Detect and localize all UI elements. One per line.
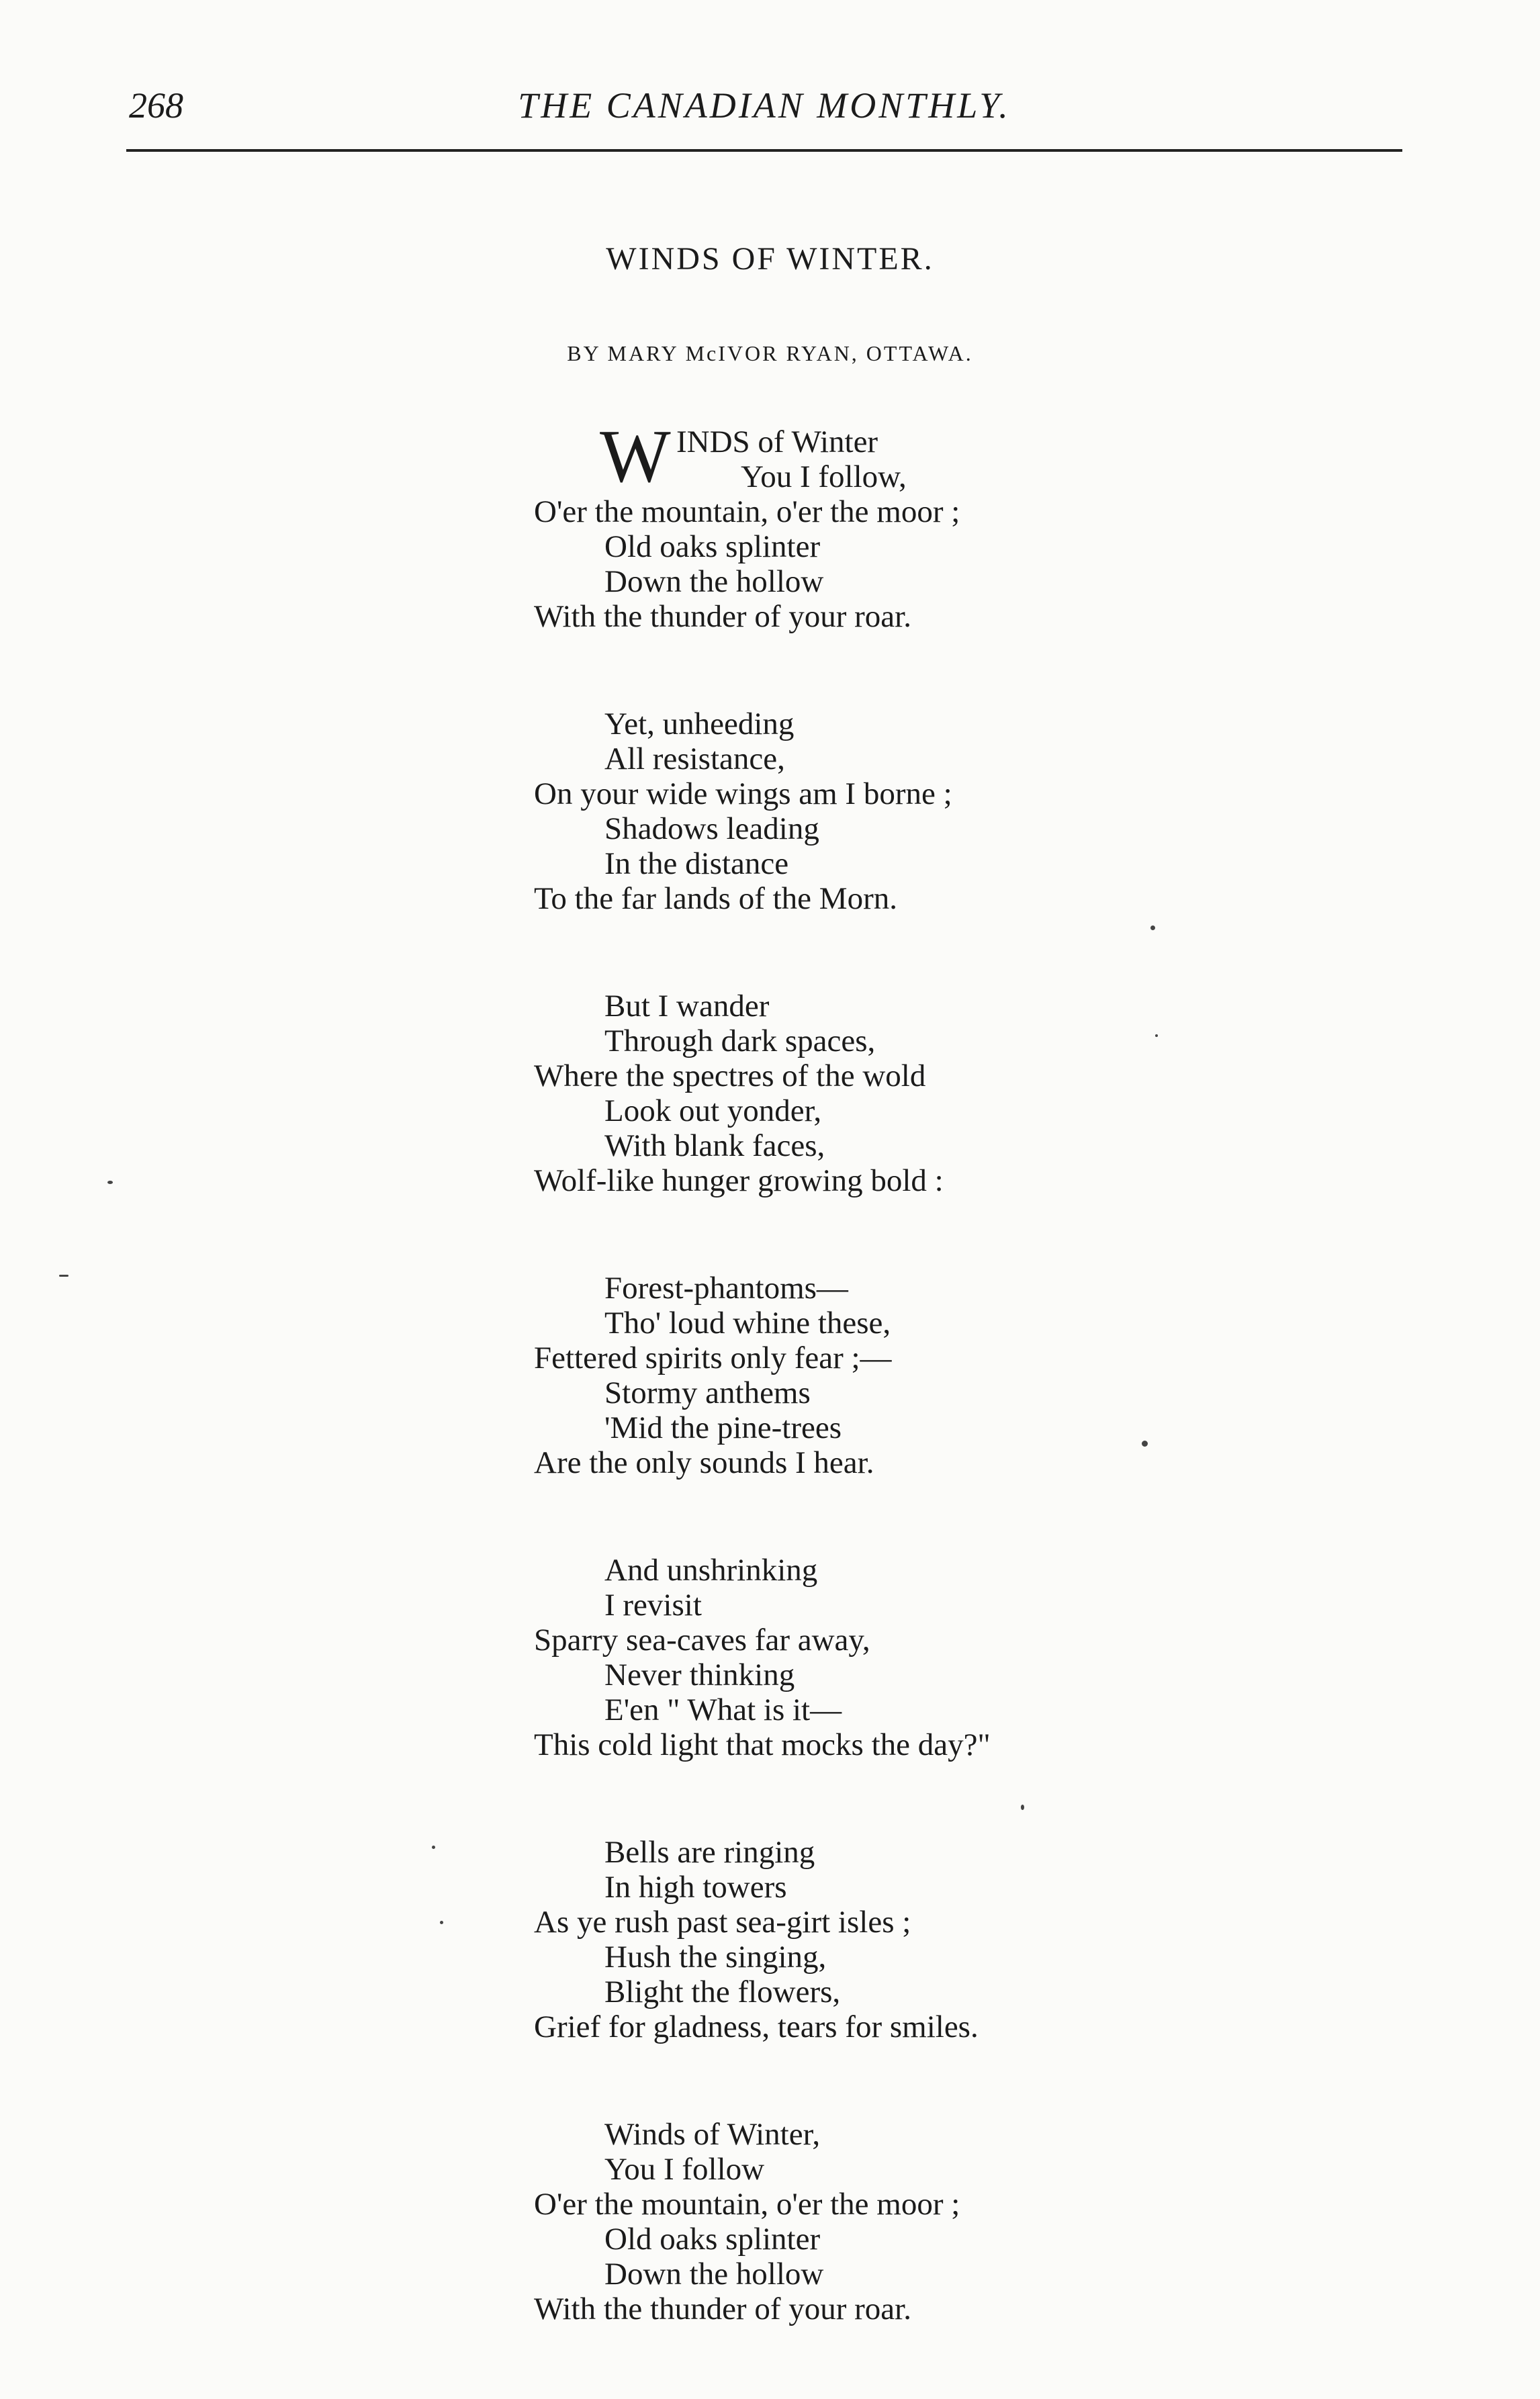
poem-line: You I follow bbox=[604, 2152, 765, 2187]
poem-line: Fettered spirits only fear ;— bbox=[534, 1341, 892, 1375]
poem-line: Through dark spaces, bbox=[604, 1024, 876, 1058]
poem-line: Never thinking bbox=[604, 1658, 795, 1692]
poem-line: You I follow, bbox=[741, 459, 907, 494]
scan-speck bbox=[1021, 1805, 1024, 1810]
drop-cap: W bbox=[600, 415, 671, 498]
poem-line: Sparry sea-caves far away, bbox=[534, 1623, 870, 1658]
poem-line: In high towers bbox=[604, 1870, 787, 1905]
poem-line: Down the hollow bbox=[604, 564, 824, 599]
poem-line: With blank faces, bbox=[604, 1128, 825, 1163]
page-number: 268 bbox=[129, 85, 183, 126]
poem-line: Are the only sounds I hear. bbox=[534, 1445, 874, 1480]
poem-line: 'Mid the pine-trees bbox=[604, 1410, 842, 1445]
stanza-1 bbox=[534, 415, 1306, 634]
poem-byline: BY MARY McIVOR RYAN, OTTAWA. bbox=[567, 341, 973, 365]
poem-line: Look out yonder, bbox=[604, 1093, 822, 1128]
poem-line: Old oaks splinter bbox=[604, 2222, 821, 2257]
scan-speck bbox=[440, 1921, 443, 1924]
poem-line: Yet, unheeding bbox=[604, 707, 795, 741]
stanza-5 bbox=[534, 1553, 1306, 1762]
scan-speck bbox=[107, 1181, 113, 1184]
poem-line: Bells are ringing bbox=[604, 1835, 815, 1870]
stanza-4 bbox=[534, 1271, 1306, 1480]
scan-speck bbox=[432, 1846, 435, 1849]
scan-speck bbox=[1142, 1441, 1148, 1447]
poem-line: With the thunder of your roar. bbox=[534, 2292, 911, 2326]
poem-line: Grief for gladness, tears for smiles. bbox=[534, 2009, 979, 2044]
poem-line: O'er the mountain, o'er the moor ; bbox=[534, 2187, 960, 2222]
journal-title: THE CANADIAN MONTHLY. bbox=[518, 85, 1011, 126]
scan-speck bbox=[59, 1275, 69, 1277]
poem-line: I revisit bbox=[604, 1588, 702, 1623]
poem-line: This cold light that mocks the day?" bbox=[534, 1727, 991, 1762]
scan-speck bbox=[1155, 1034, 1158, 1037]
first-line-text: INDS of Winter bbox=[676, 424, 878, 459]
poem-line: Tho' loud whine these, bbox=[604, 1306, 891, 1341]
poem-line: To the far lands of the Morn. bbox=[534, 881, 897, 916]
scan-speck bbox=[1150, 925, 1155, 930]
stanza-2 bbox=[534, 707, 1306, 916]
poem-line: On your wide wings am I borne ; bbox=[534, 776, 952, 811]
running-header bbox=[126, 79, 1402, 153]
stanza-3 bbox=[534, 989, 1306, 1198]
poem-line: Shadows leading bbox=[604, 811, 819, 846]
poem-line: Winds of Winter, bbox=[604, 2117, 821, 2152]
poem-line: Forest-phantoms— bbox=[604, 1271, 848, 1306]
header-rule bbox=[126, 149, 1402, 152]
stanza-6 bbox=[534, 1835, 1306, 2044]
poem-line: With the thunder of your roar. bbox=[534, 599, 911, 634]
poem-line: Stormy anthems bbox=[604, 1375, 811, 1410]
poem-line: Blight the flowers, bbox=[604, 1975, 841, 2009]
poem-line: All resistance, bbox=[604, 741, 785, 776]
poem-line: As ye rush past sea-girt isles ; bbox=[534, 1905, 911, 1940]
stanza-7 bbox=[534, 2117, 1306, 2326]
poem-title: WINDS OF WINTER. bbox=[606, 241, 934, 277]
poem-line: E'en " What is it— bbox=[604, 1692, 842, 1727]
poem-line: Where the spectres of the wold bbox=[534, 1058, 926, 1093]
poem-line: Hush the singing, bbox=[604, 1940, 827, 1975]
poem-body bbox=[534, 415, 1306, 2399]
poem-line: But I wander bbox=[604, 989, 770, 1024]
poem-line: Down the hollow bbox=[604, 2257, 824, 2292]
poem-line: And unshrinking bbox=[604, 1553, 818, 1588]
poem-line: Old oaks splinter bbox=[604, 529, 821, 564]
poem-line: Wolf-like hunger growing bold : bbox=[534, 1163, 944, 1198]
poem-line: O'er the mountain, o'er the moor ; bbox=[534, 494, 960, 529]
poem-line: In the distance bbox=[604, 846, 789, 881]
